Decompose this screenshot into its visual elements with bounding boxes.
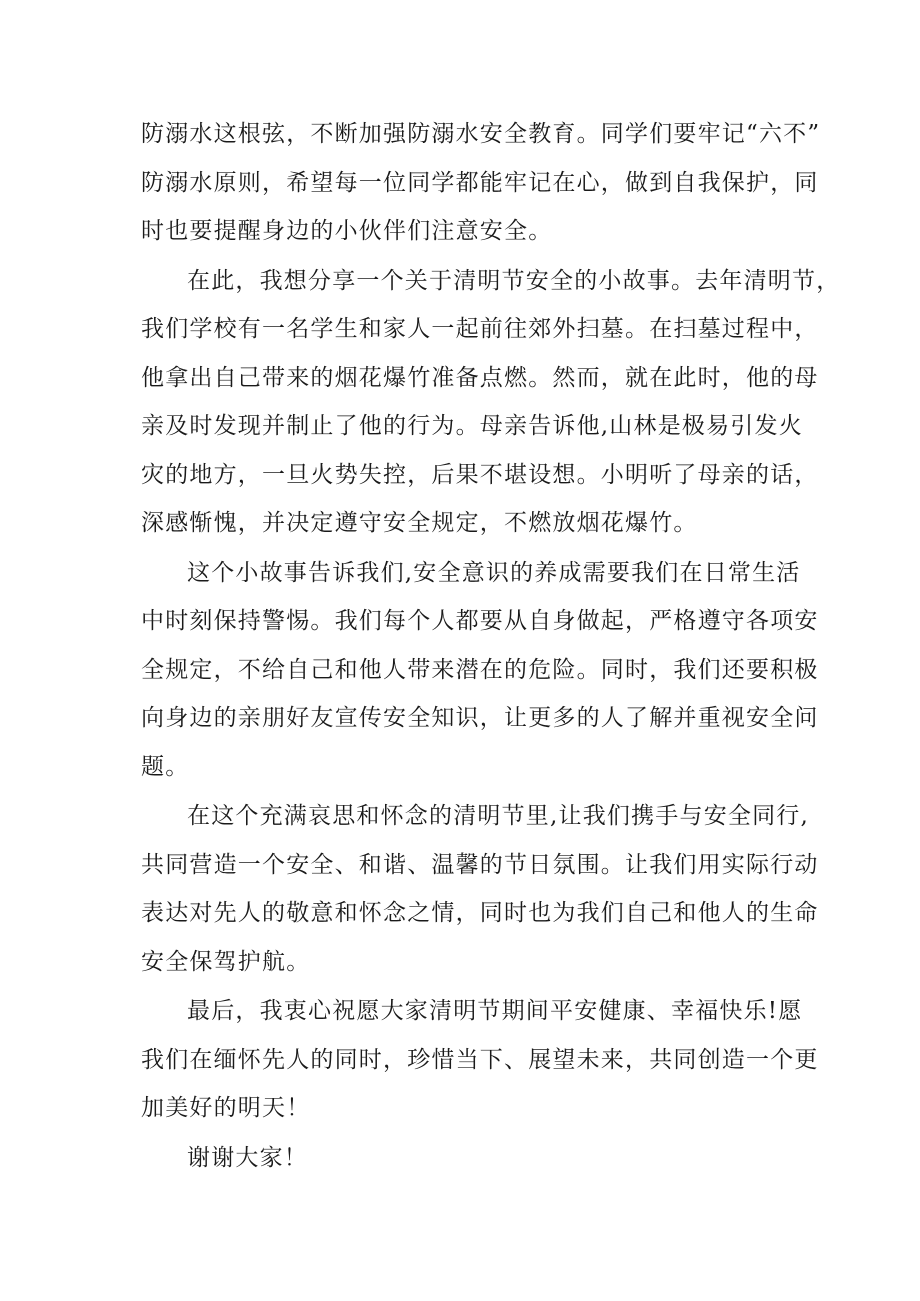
text-line: 谢谢大家！: [187, 1144, 308, 1171]
text-line: 我们学校有一名学生和家人一起前往郊外扫墓。在扫墓过程中，: [141, 316, 819, 342]
text-line: 题。: [141, 753, 190, 780]
paragraph-story: [141, 257, 841, 548]
paragraph-call-to-action: [141, 792, 819, 986]
text-line: 在此，我想分享一个关于清明节安全的小故事。去年清明节，: [187, 267, 841, 294]
paragraph-lesson: [141, 549, 819, 792]
paragraph-thanks: [141, 1134, 781, 1183]
text-line: 这个小故事告诉我们,安全意识的养成需要我们在日常生活: [187, 559, 801, 586]
text-line: 在这个充满哀思和怀念的清明节里,让我们携手与安全同行,: [187, 803, 810, 829]
text-line: 防溺水这根弦，不断加强防溺水安全教育。同学们要牢记“六不”: [141, 121, 821, 147]
text-line: 深感惭愧，并决定遵守安全规定，不燃放烟花爆竹。: [141, 510, 698, 536]
text-line: 向身边的亲朋好友宣传安全知识，让更多的人了解并重视安全问: [141, 705, 819, 731]
text-line: 中时刻保持警惕。我们每个人都要从自身做起，严格遵守各项安: [141, 608, 819, 634]
text-line: 亲及时发现并制止了他的行为。母亲告诉他,山林是极易引发火: [141, 413, 803, 439]
text-line: 最后，我衷心祝愿大家清明节期间平安健康、幸福快乐!愿: [187, 998, 803, 1024]
paragraph-drowning-safety: [141, 110, 821, 256]
text-line: 防溺水原则，希望每一位同学都能牢记在心，做到自我保护，同: [141, 169, 819, 196]
text-line: 安全保驾护航。: [141, 948, 311, 975]
text-line: 他拿出自己带来的烟花爆竹准备点燃。然而，就在此时，他的母: [141, 364, 819, 391]
text-line: 加美好的明天！: [141, 1095, 311, 1121]
text-line: 共同营造一个安全、和谐、温馨的节日氛围。让我们用实际行动: [141, 851, 819, 878]
text-line: 灾的地方，一旦火势失控，后果不堪设想。小明听了母亲的话，: [141, 461, 819, 488]
text-line: 时也要提醒身边的小伙伴们注意安全。: [141, 218, 553, 244]
document-body: [141, 110, 841, 1182]
paragraph-wishes: [141, 987, 819, 1133]
text-line: 表达对先人的敬意和怀念之情，同时也为我们自己和他人的生命: [141, 900, 819, 926]
text-line: 我们在缅怀先人的同时，珍惜当下、展望未来，共同创造一个更: [141, 1046, 819, 1073]
text-line: 全规定，不给自己和他人带来潜在的危险。同时，我们还要积极: [141, 656, 819, 683]
